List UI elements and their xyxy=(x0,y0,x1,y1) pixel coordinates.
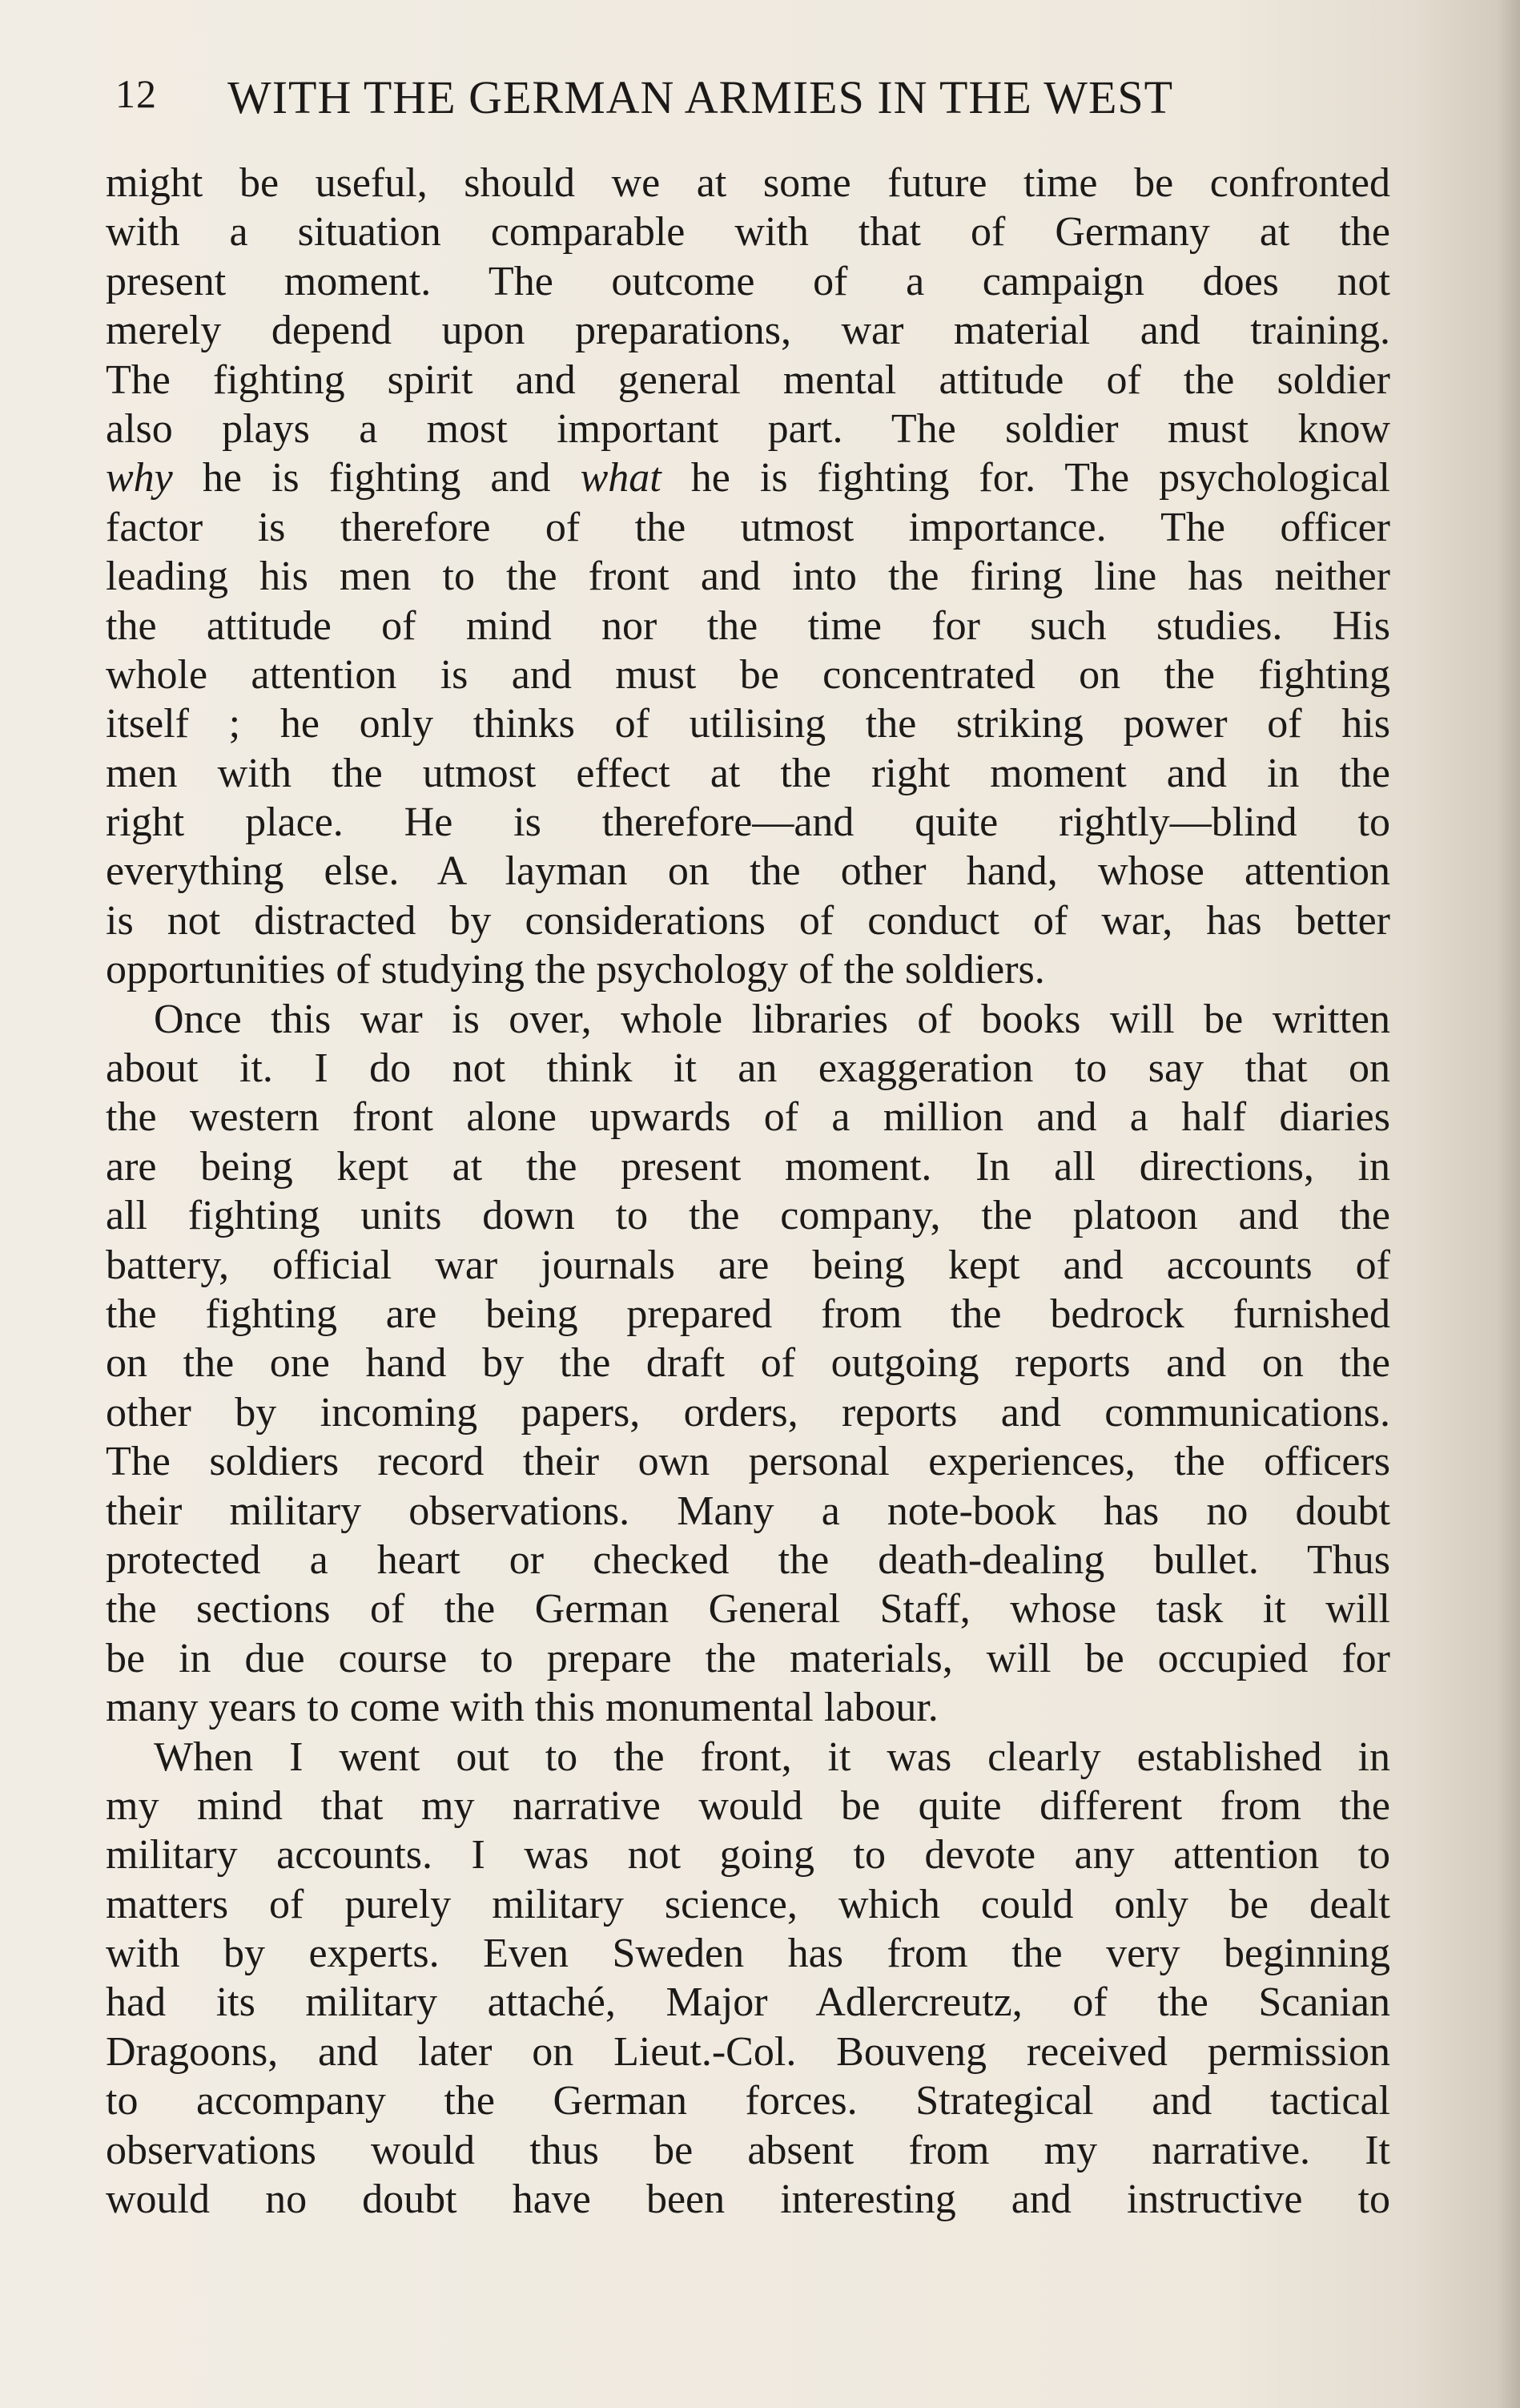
text-line: about it. I do not think it an exaggeration to say that on xyxy=(106,1045,1390,1092)
text-fragment: he is fighting and xyxy=(172,455,581,501)
text-line: to accompany the German forces. Strategical and tactical xyxy=(106,2078,1390,2124)
text-line: the fighting are being prepared from the bedrock furnished xyxy=(106,1291,1390,1337)
text-line: with a situation comparable with that of Germany at the xyxy=(106,209,1390,256)
text-line-with-italics xyxy=(106,453,1390,502)
text-line: the western front alone upwards of a million and a half diaries xyxy=(106,1094,1390,1141)
text-line: itself ; he only thinks of utilising the striking power of his xyxy=(106,701,1390,747)
text-line: be in due course to prepare the materials, will be occupied for xyxy=(106,1635,1390,1681)
text-line: my mind that my narrative would be quite different from the xyxy=(106,1782,1390,1829)
text-line: military accounts. I was not going to devote any attention to xyxy=(106,1832,1390,1878)
text-line: leading his men to the front and into the firing line has neither xyxy=(106,554,1390,600)
text-line: matters of purely military science, which could only be dealt xyxy=(106,1881,1390,1927)
text-line: men with the utmost effect at the right moment and in the xyxy=(106,750,1390,796)
text-line: merely depend upon preparations, war material and training. xyxy=(106,308,1390,354)
page-number: 12 xyxy=(115,71,157,116)
text-line: the attitude of mind nor the time for such studies. His xyxy=(106,602,1390,649)
text-line: their military observations. Many a note-book has no doubt xyxy=(106,1488,1390,1534)
text-line: right place. He is therefore—and quite rightly—blind to xyxy=(106,799,1390,846)
italic-word-what: what xyxy=(580,455,661,501)
text-line: would no doubt have been interesting and instructive to xyxy=(106,2176,1390,2223)
text-line: might be useful, should we at some future time be confronted xyxy=(106,160,1390,206)
text-line: had its military attaché, Major Adlercreutz, of the Scanian xyxy=(106,1979,1390,2026)
text-line: The soldiers record their own personal experiences, the officers xyxy=(106,1439,1390,1485)
paragraph-first-line: Once this war is over, whole libraries of books will be written xyxy=(154,996,1390,1042)
text-line: whole attention is and must be concentrated on the fighting xyxy=(106,651,1390,698)
text-line: all fighting units down to the company, the platoon and the xyxy=(106,1193,1390,1239)
text-line: on the one hand by the draft of outgoing reports and on the xyxy=(106,1340,1390,1387)
page-header xyxy=(106,70,1323,135)
text-line: battery, official war journals are being kept and accounts of xyxy=(106,1242,1390,1288)
text-line: is not distracted by considerations of conduct of war, has better xyxy=(106,897,1390,944)
text-line: everything else. A layman on the other hand, whose attention xyxy=(106,848,1390,895)
text-line: observations would thus be absent from my narrative. It xyxy=(106,2127,1390,2173)
text-line: many years to come with this monumental labour. xyxy=(106,1685,939,1731)
text-fragment: he is fighting for. The psychological xyxy=(661,455,1390,501)
text-line: The fighting spirit and general mental attitude of the soldier xyxy=(106,356,1390,403)
text-line: the sections of the German General Staff, whose task it will xyxy=(106,1586,1390,1633)
text-line: other by incoming papers, orders, reports and communications. xyxy=(106,1389,1390,1436)
text-line: opportunities of studying the psychology of the soldiers. xyxy=(106,947,1045,993)
text-line: with by experts. Even Sweden has from the very beginning xyxy=(106,1931,1390,1977)
text-line: protected a heart or checked the death-dealing bullet. Thus xyxy=(106,1536,1390,1583)
running-title: WITH THE GERMAN ARMIES IN THE WEST xyxy=(227,71,1174,123)
page-edge-shadow xyxy=(1498,0,1520,2408)
text-line: present moment. The outcome of a campaign does not xyxy=(106,258,1390,304)
text-line: factor is therefore of the utmost importance. The officer xyxy=(106,504,1390,550)
italic-word-why: why xyxy=(106,455,173,501)
text-line: Dragoons, and later on Lieut.-Col. Bouveng received permission xyxy=(106,2028,1390,2075)
paragraph-first-line: When I went out to the front, it was clearly established in xyxy=(154,1734,1390,1780)
text-line: are being kept at the present moment. In all directions, in xyxy=(106,1143,1390,1190)
body-text xyxy=(106,159,1390,2224)
text-line: also plays a most important part. The soldier must know xyxy=(106,405,1390,452)
